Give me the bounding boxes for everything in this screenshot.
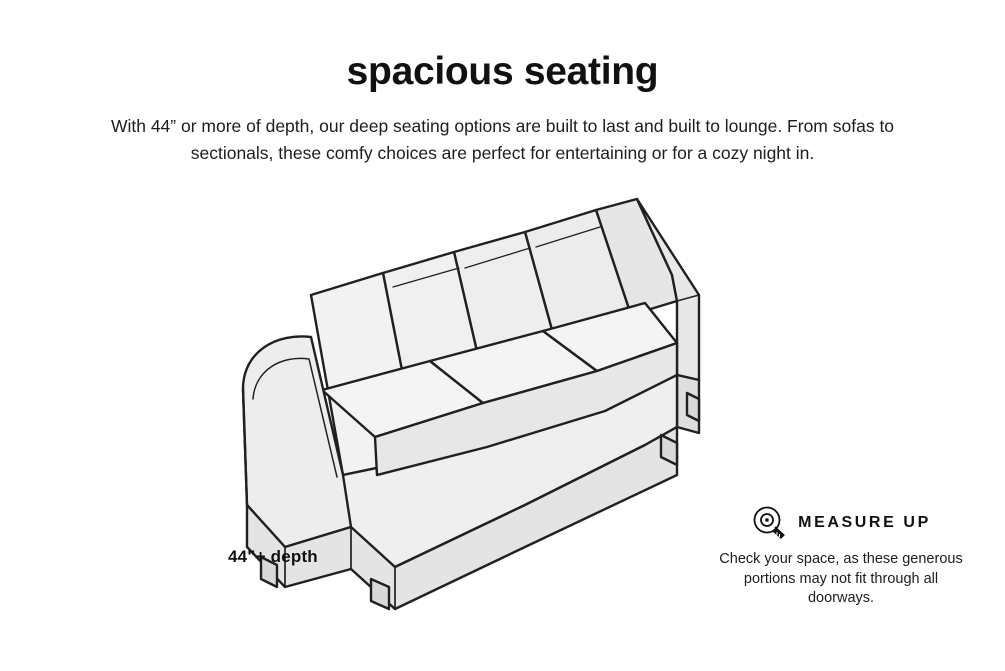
page-title: spacious seating [346, 50, 659, 93]
page-description: With 44” or more of depth, our deep seating options are built to last and built to lounge. From sofas to sectionals, these comfy choices are perfect for entertaining or for a cozy night in. [110, 116, 895, 163]
measure-up-block [711, 505, 971, 609]
measure-up-heading [711, 505, 971, 541]
tape-measure-icon [751, 505, 787, 541]
depth-dimension-arrow [10, 440, 250, 640]
measure-up-note: Check your space, as these generous portions may not fit through all doorways. [719, 551, 963, 606]
depth-label: 44"+ depth [228, 547, 318, 566]
measure-up-title: MEASURE UP [798, 514, 931, 531]
